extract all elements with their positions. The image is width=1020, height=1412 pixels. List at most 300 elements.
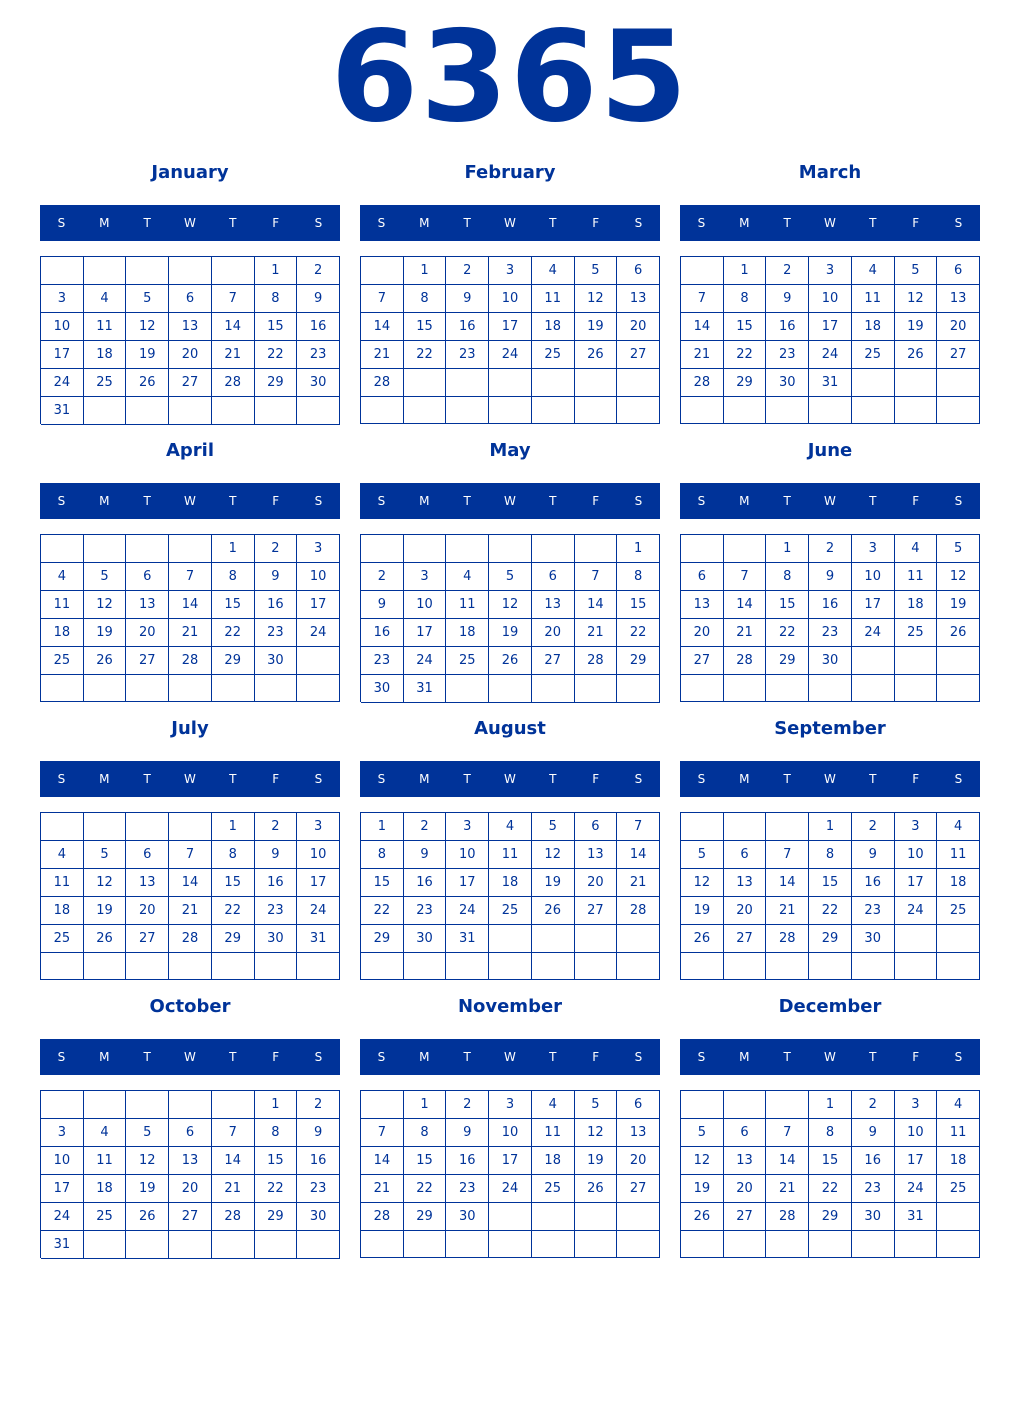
day-cell: 20 bbox=[617, 1147, 660, 1175]
weekday-label: S bbox=[697, 494, 706, 508]
day-cell: 7 bbox=[617, 813, 660, 841]
month-name: April bbox=[165, 440, 215, 461]
day-cell: 28 bbox=[212, 369, 255, 397]
day-cell: 21 bbox=[681, 341, 724, 369]
day-cell: 31 bbox=[895, 1203, 938, 1231]
weekday-label: W bbox=[184, 216, 196, 230]
day-cell bbox=[937, 369, 980, 397]
weekday-header bbox=[680, 761, 980, 797]
weekday-label: M bbox=[99, 772, 110, 786]
day-cell bbox=[575, 675, 618, 703]
day-cell bbox=[532, 675, 575, 703]
day-cell: 15 bbox=[809, 869, 852, 897]
day-cell: 1 bbox=[255, 1091, 298, 1119]
day-cell bbox=[84, 257, 127, 285]
day-cell: 18 bbox=[937, 869, 980, 897]
day-cell: 17 bbox=[895, 869, 938, 897]
day-cell: 14 bbox=[212, 313, 255, 341]
weekday-label: T bbox=[229, 494, 237, 508]
day-cell: 20 bbox=[575, 869, 618, 897]
day-cell: 13 bbox=[169, 1147, 212, 1175]
day-cell: 5 bbox=[532, 813, 575, 841]
day-cell bbox=[41, 813, 84, 841]
day-cell: 22 bbox=[724, 341, 767, 369]
day-cell: 25 bbox=[532, 1175, 575, 1203]
day-cell: 13 bbox=[937, 285, 980, 313]
day-cell: 18 bbox=[84, 1175, 127, 1203]
day-cell: 26 bbox=[126, 369, 169, 397]
day-cell bbox=[297, 953, 340, 980]
weekday-header bbox=[360, 1039, 660, 1075]
day-cell: 25 bbox=[446, 647, 489, 675]
day-cell bbox=[809, 397, 852, 424]
day-cell: 13 bbox=[724, 869, 767, 897]
day-cell: 8 bbox=[766, 563, 809, 591]
day-cell bbox=[84, 953, 127, 980]
day-cell bbox=[41, 257, 84, 285]
day-cell: 16 bbox=[766, 313, 809, 341]
weekday-label: T bbox=[869, 494, 877, 508]
day-cell: 7 bbox=[766, 1119, 809, 1147]
weekday-label: T bbox=[549, 1050, 557, 1064]
weekday-label: T bbox=[869, 216, 877, 230]
day-cell: 5 bbox=[126, 1119, 169, 1147]
day-cell: 26 bbox=[84, 647, 127, 675]
day-cell: 23 bbox=[255, 897, 298, 925]
weekday-label: M bbox=[739, 772, 750, 786]
day-cell: 3 bbox=[895, 813, 938, 841]
day-cell: 3 bbox=[404, 563, 447, 591]
day-cell: 9 bbox=[297, 1119, 340, 1147]
day-cell: 14 bbox=[361, 1147, 404, 1175]
day-cell: 8 bbox=[617, 563, 660, 591]
day-cell: 25 bbox=[937, 897, 980, 925]
day-cell: 11 bbox=[84, 313, 127, 341]
weekday-label: S bbox=[377, 216, 386, 230]
weekday-header bbox=[360, 483, 660, 519]
day-cell: 29 bbox=[766, 647, 809, 675]
day-cell: 24 bbox=[895, 1175, 938, 1203]
day-cell: 1 bbox=[212, 813, 255, 841]
day-cell: 4 bbox=[852, 257, 895, 285]
day-cell: 21 bbox=[169, 619, 212, 647]
day-cell: 9 bbox=[446, 1119, 489, 1147]
day-cell: 3 bbox=[297, 535, 340, 563]
day-cell bbox=[297, 1231, 340, 1259]
day-cell: 2 bbox=[766, 257, 809, 285]
day-cell: 26 bbox=[575, 341, 618, 369]
day-cell: 28 bbox=[169, 647, 212, 675]
weekday-label: W bbox=[824, 1050, 836, 1064]
day-cell: 27 bbox=[126, 647, 169, 675]
weekday-label: S bbox=[314, 1050, 323, 1064]
day-cell: 6 bbox=[937, 257, 980, 285]
day-cell bbox=[617, 675, 660, 703]
day-cell: 31 bbox=[446, 925, 489, 953]
day-cell bbox=[617, 1231, 660, 1258]
day-cell: 13 bbox=[575, 841, 618, 869]
day-cell: 24 bbox=[852, 619, 895, 647]
day-cell: 11 bbox=[84, 1147, 127, 1175]
day-cell: 14 bbox=[169, 869, 212, 897]
weekday-label: F bbox=[592, 1050, 600, 1064]
day-cell: 23 bbox=[809, 619, 852, 647]
day-cell bbox=[575, 1203, 618, 1231]
weekday-label: M bbox=[419, 1050, 430, 1064]
day-cell: 10 bbox=[489, 285, 532, 313]
day-cell: 28 bbox=[575, 647, 618, 675]
day-cell bbox=[489, 369, 532, 397]
day-cell: 24 bbox=[895, 897, 938, 925]
day-cell bbox=[255, 953, 298, 980]
day-cell bbox=[532, 397, 575, 424]
day-cell: 27 bbox=[724, 1203, 767, 1231]
weekday-label: W bbox=[184, 1050, 196, 1064]
weekday-label: T bbox=[229, 216, 237, 230]
day-cell: 13 bbox=[617, 285, 660, 313]
weekday-label: S bbox=[57, 772, 66, 786]
month-name: March bbox=[798, 162, 862, 183]
day-cell: 21 bbox=[724, 619, 767, 647]
day-cell: 8 bbox=[212, 563, 255, 591]
day-cell bbox=[126, 1231, 169, 1259]
weekday-label: S bbox=[377, 494, 386, 508]
day-cell: 22 bbox=[255, 1175, 298, 1203]
day-cell: 23 bbox=[766, 341, 809, 369]
day-cell bbox=[937, 925, 980, 953]
day-cell: 25 bbox=[852, 341, 895, 369]
day-cell: 6 bbox=[169, 285, 212, 313]
day-cell bbox=[404, 369, 447, 397]
day-cell bbox=[766, 397, 809, 424]
day-cell: 16 bbox=[297, 1147, 340, 1175]
day-cell: 23 bbox=[446, 341, 489, 369]
day-cell: 4 bbox=[532, 257, 575, 285]
day-cell: 10 bbox=[489, 1119, 532, 1147]
day-cell: 5 bbox=[575, 257, 618, 285]
day-cell: 24 bbox=[446, 897, 489, 925]
day-cell: 11 bbox=[446, 591, 489, 619]
day-cell bbox=[169, 397, 212, 425]
day-grid bbox=[40, 812, 340, 980]
day-cell bbox=[809, 1231, 852, 1258]
day-cell: 22 bbox=[255, 341, 298, 369]
day-cell: 1 bbox=[809, 1091, 852, 1119]
day-cell: 24 bbox=[297, 897, 340, 925]
day-cell bbox=[297, 647, 340, 675]
day-cell: 22 bbox=[809, 897, 852, 925]
day-cell: 12 bbox=[126, 1147, 169, 1175]
day-cell: 17 bbox=[895, 1147, 938, 1175]
weekday-label: F bbox=[272, 216, 280, 230]
day-cell: 26 bbox=[489, 647, 532, 675]
weekday-label: F bbox=[592, 216, 600, 230]
day-cell: 6 bbox=[617, 257, 660, 285]
day-cell: 28 bbox=[681, 369, 724, 397]
day-cell: 29 bbox=[724, 369, 767, 397]
weekday-label: S bbox=[634, 1050, 643, 1064]
weekday-label: S bbox=[377, 1050, 386, 1064]
day-cell: 18 bbox=[895, 591, 938, 619]
day-cell bbox=[446, 953, 489, 980]
day-cell: 15 bbox=[809, 1147, 852, 1175]
weekday-label: F bbox=[272, 1050, 280, 1064]
day-cell bbox=[724, 397, 767, 424]
day-cell bbox=[84, 813, 127, 841]
weekday-label: S bbox=[697, 216, 706, 230]
weekday-label: S bbox=[954, 772, 963, 786]
day-cell bbox=[489, 675, 532, 703]
day-cell: 31 bbox=[404, 675, 447, 703]
day-cell bbox=[681, 257, 724, 285]
day-cell: 24 bbox=[404, 647, 447, 675]
day-cell bbox=[126, 813, 169, 841]
day-cell: 31 bbox=[297, 925, 340, 953]
day-cell bbox=[255, 675, 298, 702]
day-cell: 4 bbox=[937, 1091, 980, 1119]
day-cell: 17 bbox=[852, 591, 895, 619]
day-cell: 19 bbox=[681, 897, 724, 925]
day-cell: 13 bbox=[126, 869, 169, 897]
weekday-label: T bbox=[143, 772, 151, 786]
day-cell: 23 bbox=[852, 1175, 895, 1203]
day-cell bbox=[681, 397, 724, 424]
day-cell: 25 bbox=[895, 619, 938, 647]
day-cell: 15 bbox=[724, 313, 767, 341]
day-cell: 3 bbox=[489, 257, 532, 285]
day-cell bbox=[766, 1231, 809, 1258]
weekday-label: S bbox=[377, 772, 386, 786]
day-cell: 20 bbox=[617, 313, 660, 341]
weekday-label: S bbox=[57, 216, 66, 230]
day-cell: 12 bbox=[681, 869, 724, 897]
day-cell bbox=[361, 257, 404, 285]
day-grid bbox=[680, 534, 980, 702]
day-cell: 30 bbox=[361, 675, 404, 703]
day-cell: 15 bbox=[255, 313, 298, 341]
day-cell bbox=[212, 1091, 255, 1119]
day-cell bbox=[41, 675, 84, 702]
day-cell: 15 bbox=[404, 313, 447, 341]
day-cell bbox=[937, 1231, 980, 1258]
day-cell: 18 bbox=[446, 619, 489, 647]
day-cell: 4 bbox=[41, 563, 84, 591]
day-cell bbox=[255, 1231, 298, 1259]
day-cell bbox=[895, 953, 938, 980]
weekday-header bbox=[680, 1039, 980, 1075]
day-cell: 22 bbox=[212, 619, 255, 647]
day-cell: 7 bbox=[361, 1119, 404, 1147]
weekday-label: S bbox=[634, 216, 643, 230]
day-cell: 6 bbox=[169, 1119, 212, 1147]
month-name: June bbox=[807, 440, 853, 461]
month-name: September bbox=[774, 718, 886, 739]
day-cell: 2 bbox=[852, 813, 895, 841]
day-cell bbox=[895, 369, 938, 397]
day-cell: 18 bbox=[532, 1147, 575, 1175]
day-cell: 28 bbox=[169, 925, 212, 953]
day-cell bbox=[255, 397, 298, 425]
day-cell: 21 bbox=[361, 341, 404, 369]
day-cell: 6 bbox=[126, 563, 169, 591]
day-cell bbox=[404, 535, 447, 563]
day-cell bbox=[489, 1231, 532, 1258]
day-cell bbox=[895, 647, 938, 675]
day-cell: 18 bbox=[852, 313, 895, 341]
day-cell: 24 bbox=[489, 341, 532, 369]
day-cell: 16 bbox=[361, 619, 404, 647]
day-cell: 24 bbox=[809, 341, 852, 369]
day-cell: 22 bbox=[404, 1175, 447, 1203]
day-cell: 15 bbox=[404, 1147, 447, 1175]
day-grid bbox=[360, 812, 660, 980]
day-cell bbox=[212, 397, 255, 425]
day-cell: 10 bbox=[446, 841, 489, 869]
day-cell: 30 bbox=[446, 1203, 489, 1231]
day-cell: 7 bbox=[681, 285, 724, 313]
weekday-label: S bbox=[697, 772, 706, 786]
day-cell: 2 bbox=[361, 563, 404, 591]
day-cell: 17 bbox=[809, 313, 852, 341]
day-cell bbox=[532, 535, 575, 563]
day-cell: 8 bbox=[809, 1119, 852, 1147]
weekday-label: S bbox=[954, 494, 963, 508]
day-cell: 25 bbox=[41, 925, 84, 953]
day-cell: 21 bbox=[361, 1175, 404, 1203]
day-cell bbox=[852, 1231, 895, 1258]
day-cell: 8 bbox=[809, 841, 852, 869]
day-cell: 8 bbox=[255, 1119, 298, 1147]
day-cell: 8 bbox=[404, 285, 447, 313]
day-cell: 9 bbox=[852, 841, 895, 869]
day-cell: 27 bbox=[937, 341, 980, 369]
day-cell: 5 bbox=[84, 563, 127, 591]
day-cell: 25 bbox=[489, 897, 532, 925]
day-cell: 4 bbox=[489, 813, 532, 841]
day-cell bbox=[212, 1231, 255, 1259]
day-cell: 3 bbox=[809, 257, 852, 285]
weekday-label: M bbox=[739, 216, 750, 230]
day-cell bbox=[724, 813, 767, 841]
day-cell: 6 bbox=[575, 813, 618, 841]
day-cell bbox=[169, 675, 212, 702]
day-cell: 18 bbox=[937, 1147, 980, 1175]
day-cell: 21 bbox=[169, 897, 212, 925]
day-cell: 30 bbox=[852, 925, 895, 953]
day-cell: 1 bbox=[809, 813, 852, 841]
day-cell: 17 bbox=[41, 1175, 84, 1203]
day-grid bbox=[360, 256, 660, 424]
day-cell: 12 bbox=[895, 285, 938, 313]
weekday-header bbox=[680, 483, 980, 519]
day-cell: 15 bbox=[255, 1147, 298, 1175]
day-cell: 11 bbox=[489, 841, 532, 869]
weekday-label: W bbox=[184, 772, 196, 786]
day-cell: 19 bbox=[84, 897, 127, 925]
day-cell bbox=[532, 369, 575, 397]
day-cell: 2 bbox=[404, 813, 447, 841]
day-cell: 14 bbox=[212, 1147, 255, 1175]
day-cell: 21 bbox=[212, 1175, 255, 1203]
day-cell: 9 bbox=[766, 285, 809, 313]
day-cell bbox=[852, 369, 895, 397]
day-cell: 7 bbox=[212, 285, 255, 313]
weekday-label: W bbox=[504, 1050, 516, 1064]
weekday-label: F bbox=[272, 772, 280, 786]
day-cell: 7 bbox=[169, 563, 212, 591]
day-grid bbox=[360, 534, 660, 702]
day-cell: 9 bbox=[852, 1119, 895, 1147]
day-cell: 19 bbox=[681, 1175, 724, 1203]
day-cell: 28 bbox=[766, 925, 809, 953]
day-cell: 24 bbox=[297, 619, 340, 647]
day-cell: 9 bbox=[255, 841, 298, 869]
day-cell bbox=[84, 675, 127, 702]
day-cell bbox=[532, 953, 575, 980]
day-cell: 30 bbox=[255, 925, 298, 953]
weekday-label: M bbox=[419, 216, 430, 230]
day-cell bbox=[681, 1231, 724, 1258]
weekday-label: M bbox=[419, 772, 430, 786]
day-cell bbox=[297, 675, 340, 702]
day-cell: 21 bbox=[766, 1175, 809, 1203]
day-cell: 12 bbox=[489, 591, 532, 619]
day-cell: 27 bbox=[169, 1203, 212, 1231]
day-cell: 17 bbox=[41, 341, 84, 369]
day-cell: 29 bbox=[255, 369, 298, 397]
day-cell bbox=[617, 397, 660, 424]
day-cell: 16 bbox=[404, 869, 447, 897]
day-cell bbox=[361, 953, 404, 980]
day-cell bbox=[895, 397, 938, 424]
month-name: January bbox=[151, 162, 229, 183]
day-cell: 25 bbox=[84, 1203, 127, 1231]
day-cell: 13 bbox=[532, 591, 575, 619]
day-cell: 27 bbox=[617, 341, 660, 369]
day-cell: 13 bbox=[681, 591, 724, 619]
day-cell bbox=[446, 1231, 489, 1258]
day-cell: 19 bbox=[575, 313, 618, 341]
day-cell: 8 bbox=[361, 841, 404, 869]
day-cell: 19 bbox=[84, 619, 127, 647]
day-cell: 4 bbox=[937, 813, 980, 841]
day-cell: 28 bbox=[766, 1203, 809, 1231]
day-cell bbox=[404, 397, 447, 424]
weekday-label: T bbox=[463, 216, 471, 230]
day-cell: 12 bbox=[575, 285, 618, 313]
day-cell bbox=[575, 369, 618, 397]
day-cell: 7 bbox=[575, 563, 618, 591]
day-cell: 2 bbox=[255, 535, 298, 563]
day-cell: 12 bbox=[532, 841, 575, 869]
weekday-label: S bbox=[954, 216, 963, 230]
day-cell bbox=[126, 675, 169, 702]
day-cell: 22 bbox=[766, 619, 809, 647]
day-cell: 1 bbox=[766, 535, 809, 563]
day-cell: 2 bbox=[852, 1091, 895, 1119]
day-cell: 12 bbox=[84, 591, 127, 619]
day-cell: 16 bbox=[446, 1147, 489, 1175]
weekday-label: M bbox=[739, 1050, 750, 1064]
day-cell: 30 bbox=[297, 369, 340, 397]
day-cell bbox=[809, 953, 852, 980]
day-cell: 22 bbox=[212, 897, 255, 925]
day-cell: 16 bbox=[297, 313, 340, 341]
day-cell: 18 bbox=[84, 341, 127, 369]
day-cell: 26 bbox=[575, 1175, 618, 1203]
day-cell: 21 bbox=[617, 869, 660, 897]
weekday-header bbox=[40, 483, 340, 519]
